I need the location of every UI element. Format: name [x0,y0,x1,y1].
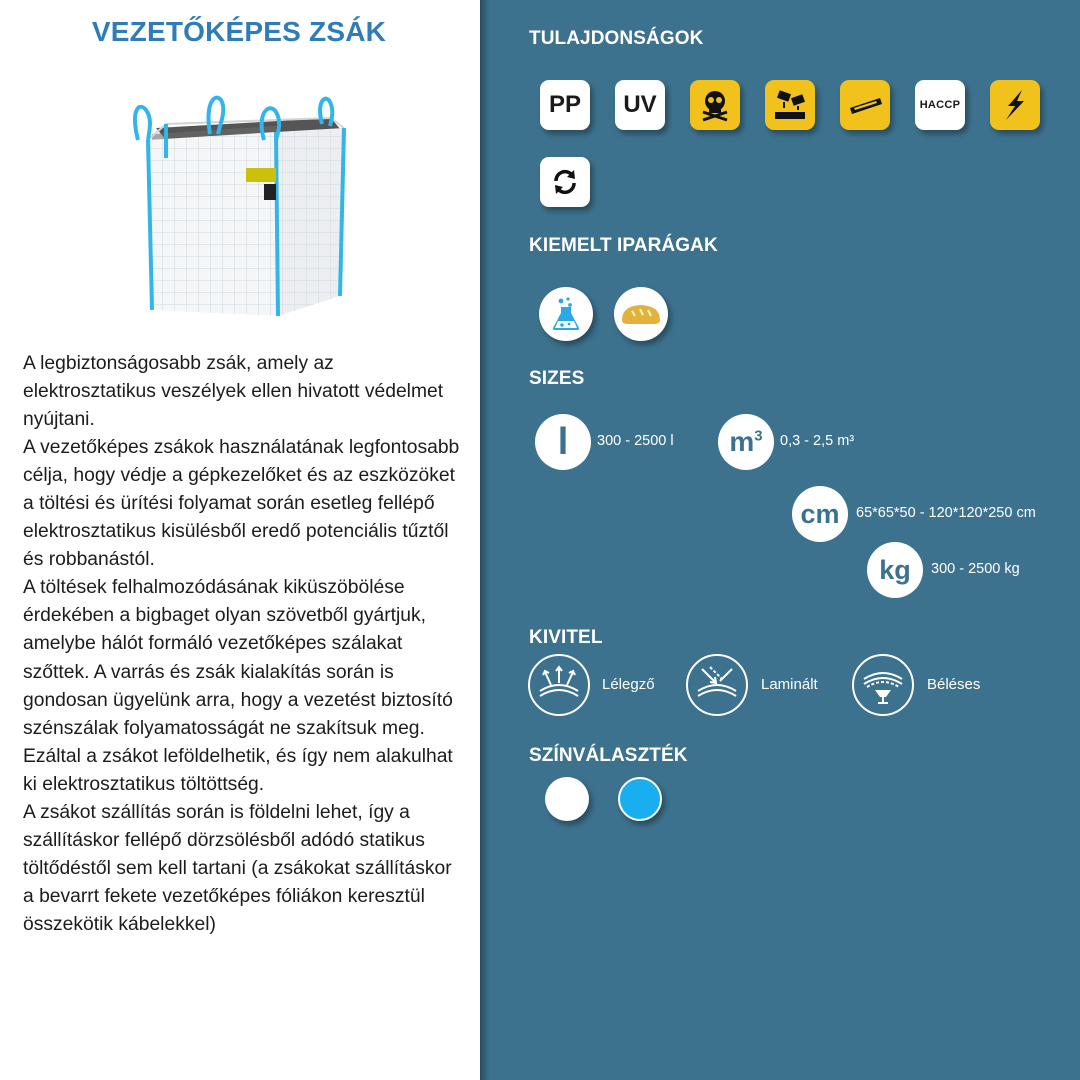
hazard-tube-icon [840,80,890,130]
description-paragraph: A zsákot szállítás során is földelni lehet, így a szállításkor fellépő dörzsölésből adódó statikus töltődéstől sem kell tartani (a zsákokat szállításkor a bevarrt fekete vezetőképes fóliákon keresztül összekötik kábelekkel) [23,801,452,935]
description-paragraph: A vezetőképes zsákok használatának legfontosabb célja, hogy védje a gépkezelőket és az eszközöket a töltési és ürítési folyamat során esetleg fellépő elektrosztatikus kisülésből eredő potenciális tűztől és robbanástól. [23,437,460,571]
color-swatch-white [545,777,589,821]
design-label-breathable: Lélegző [602,676,655,693]
section-title-design: KIVITEL [529,627,603,648]
panel-shadow [480,0,490,1080]
section-title-colors: SZÍNVÁLASZTÉK [529,745,688,766]
recycle-icon [540,157,590,207]
kg-unit-icon [867,542,923,598]
cubic-meter-unit-icon [718,414,774,470]
pp-label: PP [548,91,581,118]
description-text [23,350,463,939]
chemistry-flask-icon [539,287,593,341]
section-title-sizes: SIZES [529,368,585,389]
liter-unit-label: l [557,420,569,463]
description-paragraph: A töltések felhalmozódásának kiküszöbölése érdekében a bigbaget olyan szövetből gyártjuk, amelybe hálót formáló vezetőképes szálakat szőttek. A varrás és zsák kialakítás során is gondosan ügyelünk arra, hogy a vezetést biztosító szénszálak folyamatosságát ne szakítsuk meg. Ezáltal a zsákot leföldelhetik, és így nem alakulhat ki elektrosztatikus töltöttség. [23,577,453,795]
cubic-meter-unit-label: $m^3$ [729,426,763,457]
specs-panel [480,0,1080,1080]
corrosive-icon [765,80,815,130]
section-title-industries: KIEMELT IPARÁGAK [529,235,718,256]
description-paragraph: A legbiztonságosabb zsák, amely az elektrosztatikus veszélyek ellen hivatott védelmet nyújtani. [23,353,444,431]
uv-icon [615,80,665,130]
design-label-lined: Béléses [927,676,981,693]
size-volume-liter: 300 - 2500 l [597,433,674,449]
color-swatch-blue [618,777,662,821]
cm-unit-label: cm [800,498,840,529]
cm-unit-icon [792,486,848,542]
pp-icon [540,80,590,130]
size-dimensions: 65*65*50 - 120*120*250 cm [856,505,1036,521]
size-weight: 300 - 2500 kg [931,561,1020,577]
lightning-icon [990,80,1040,130]
design-label-laminated: Laminált [761,676,818,693]
haccp-icon [915,80,965,130]
section-title-properties: TULAJDONSÁGOK [529,28,704,49]
uv-label: UV [623,91,657,118]
bigbag-image [126,88,356,320]
liter-unit-icon [535,414,591,470]
size-volume-m3: 0,3 - 2,5 m³ [780,433,855,449]
toxic-skull-icon [690,80,740,130]
kg-unit-label: kg [879,554,911,585]
haccp-label: HACCP [919,99,961,111]
breathable-icon [528,654,590,716]
bread-icon [614,287,668,341]
left-content-panel [0,0,480,1080]
lined-icon [852,654,914,716]
page-title: VEZETŐKÉPES ZSÁK [91,16,387,47]
laminated-icon [686,654,748,716]
